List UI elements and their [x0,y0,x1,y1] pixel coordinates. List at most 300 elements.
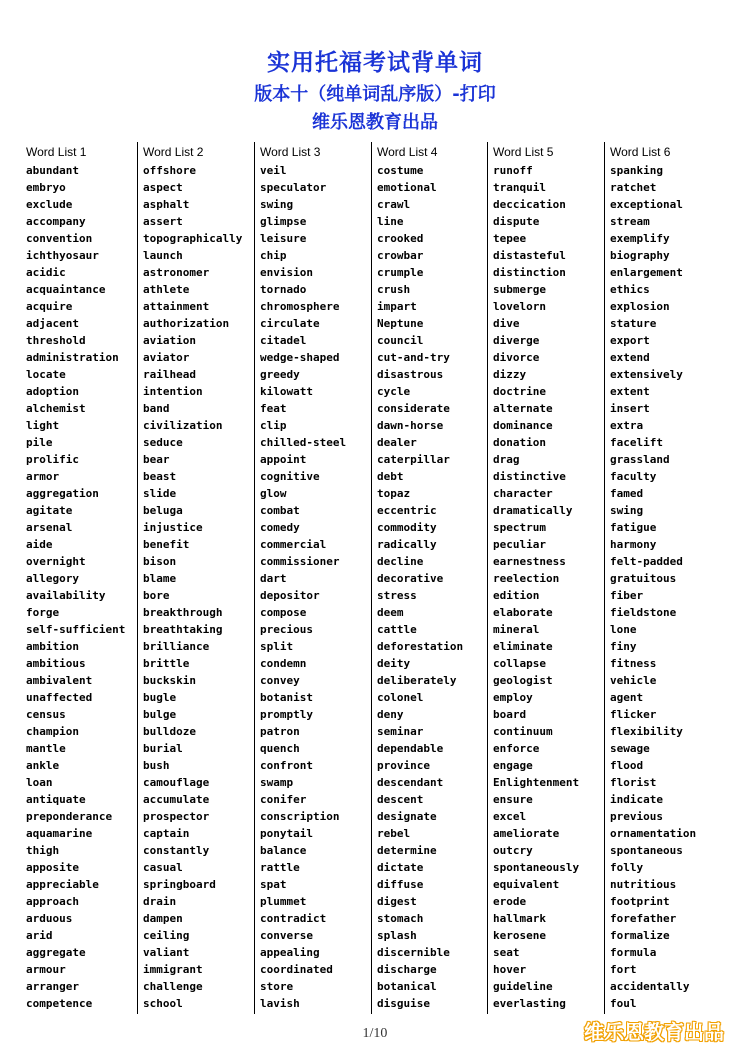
word-item: outcry [493,844,533,857]
word-item: plummet [260,895,307,908]
word-item: ratchet [610,181,657,194]
word-item: kerosene [493,929,546,942]
word-item: aspect [143,181,183,194]
word-list [143,162,242,1012]
word-item: rattle [260,861,300,874]
word-item: drag [493,453,520,466]
word-item: contradict [260,912,327,925]
word-item: civilization [143,419,223,432]
word-item: crooked [377,232,424,245]
word-item: dawn-horse [377,419,444,432]
word-item: confront [260,759,313,772]
word-item: appealing [260,946,320,959]
word-item: brilliance [143,640,210,653]
word-item: assert [143,215,183,228]
word-list [610,162,696,1012]
word-item: beluga [143,504,183,517]
word-item: enlargement [610,266,683,279]
page-subtitle: 版本十（纯单词乱序版）-打印 [254,84,496,105]
word-item: casual [143,861,183,874]
word-item: beast [143,470,177,483]
word-item: crush [377,283,411,296]
word-list-heading: Word List 6 [610,145,671,159]
word-item: drain [143,895,177,908]
word-item: collapse [493,657,546,670]
word-item: combat [260,504,300,517]
word-item: forge [26,606,60,619]
word-item: acquaintance [26,283,106,296]
word-item: census [26,708,66,721]
word-item: launch [143,249,183,262]
word-item: footprint [610,895,670,908]
word-item: distinction [493,266,566,279]
word-item: commissioner [260,555,340,568]
word-item: dizzy [493,368,527,381]
word-item: accompany [26,215,86,228]
word-item: swing [610,504,644,517]
word-item: guideline [493,980,553,993]
word-item: hallmark [493,912,546,925]
word-list-heading: Word List 5 [493,145,554,159]
word-item: ornamentation [610,827,697,840]
word-item: submerge [493,283,546,296]
word-item: wedge-shaped [260,351,340,364]
word-item: everlasting [493,997,566,1010]
word-item: champion [26,725,79,738]
word-item: slide [143,487,177,500]
word-item: appreciable [26,878,99,891]
word-item: botanical [377,980,437,993]
word-item: ameliorate [493,827,560,840]
word-item: diffuse [377,878,424,891]
word-item: engage [493,759,533,772]
word-item: board [493,708,527,721]
word-item: railhead [143,368,196,381]
word-item: donation [493,436,546,449]
word-item: aquamarine [26,827,93,840]
word-item: condemn [260,657,307,670]
word-item: previous [610,810,663,823]
word-item: promptly [260,708,313,721]
word-item: determine [377,844,437,857]
word-item: compose [260,606,307,619]
page-title: 实用托福考试背单词 [267,50,483,76]
word-item: seduce [143,436,183,449]
word-item: equivalent [493,878,560,891]
word-item: chromosphere [260,300,340,313]
word-item: offshore [143,164,196,177]
word-item: conifer [260,793,307,806]
word-item: employ [493,691,533,704]
word-item: patron [260,725,300,738]
word-item: glow [260,487,287,500]
word-item: insert [610,402,650,415]
word-item: veil [260,164,287,177]
word-item: preponderance [26,810,113,823]
word-item: prospector [143,810,210,823]
word-item: deccication [493,198,566,211]
word-item: seat [493,946,520,959]
word-item: asphalt [143,198,190,211]
word-item: lovelorn [493,300,546,313]
word-item: kilowatt [260,385,313,398]
word-item: distinctive [493,470,566,483]
word-item: arid [26,929,53,942]
word-item: dictate [377,861,424,874]
word-item: stature [610,317,657,330]
word-item: breathtaking [143,623,223,636]
word-item: bear [143,453,170,466]
word-list-column-5 [487,142,607,1014]
word-list-column-4 [371,142,491,1014]
word-item: costume [377,164,424,177]
word-item: agitate [26,504,73,517]
word-item: administration [26,351,119,364]
word-item: spontaneous [610,844,683,857]
word-item: formula [610,946,657,959]
word-item: descent [377,793,424,806]
word-item: ensure [493,793,533,806]
word-item: swamp [260,776,294,789]
word-item: accidentally [610,980,690,993]
word-item: ankle [26,759,60,772]
word-item: lone [610,623,637,636]
word-item: appoint [260,453,307,466]
word-item: Enlightenment [493,776,580,789]
word-item: clip [260,419,287,432]
word-item: topographically [143,232,243,245]
word-item: diverge [493,334,540,347]
word-item: astronomer [143,266,210,279]
word-item: prolific [26,453,79,466]
word-item: depositor [260,589,320,602]
word-item: peculiar [493,538,546,551]
word-item: springboard [143,878,216,891]
word-item: light [26,419,60,432]
word-list-column-1 [26,142,140,1014]
word-item: burial [143,742,183,755]
word-item: line [377,215,404,228]
word-item: enforce [493,742,540,755]
word-item: caterpillar [377,453,450,466]
word-item: Neptune [377,317,424,330]
word-item: formalize [610,929,670,942]
word-item: split [260,640,294,653]
word-item: ceiling [143,929,190,942]
word-item: self-sufficient [26,623,126,636]
word-item: spectrum [493,521,546,534]
word-item: convey [260,674,300,687]
word-item: breakthrough [143,606,223,619]
word-item: dart [260,572,287,585]
word-item: runoff [493,164,533,177]
word-item: florist [610,776,657,789]
word-item: aide [26,538,53,551]
word-item: bison [143,555,177,568]
word-item: arranger [26,980,79,993]
word-item: province [377,759,430,772]
word-item: harmony [610,538,657,551]
word-item: discernible [377,946,450,959]
word-item: comedy [260,521,300,534]
word-item: earnestness [493,555,566,568]
word-item: precious [260,623,313,636]
word-item: dependable [377,742,444,755]
word-item: benefit [143,538,190,551]
word-item: flood [610,759,644,772]
word-item: continuum [493,725,553,738]
word-item: bulldoze [143,725,196,738]
word-item: tornado [260,283,307,296]
word-item: school [143,997,183,1010]
word-item: valiant [143,946,190,959]
word-item: injustice [143,521,203,534]
word-item: agent [610,691,644,704]
word-item: cattle [377,623,417,636]
word-item: stomach [377,912,424,925]
word-item: availability [26,589,106,602]
word-item: dispute [493,215,540,228]
word-item: exemplify [610,232,670,245]
word-item: finy [610,640,637,653]
word-item: considerate [377,402,450,415]
word-item: ichthyosaur [26,249,99,262]
word-item: excel [493,810,527,823]
word-item: glimpse [260,215,307,228]
word-item: aviator [143,351,190,364]
word-item: exclude [26,198,73,211]
word-item: vehicle [610,674,657,687]
word-list-columns [0,142,750,1014]
word-item: discharge [377,963,437,976]
publisher-line: 维乐恩教育出品 [312,112,438,133]
word-item: tranquil [493,181,546,194]
word-item: biography [610,249,670,262]
word-item: descendant [377,776,444,789]
word-item: fatigue [610,521,657,534]
word-item: acidic [26,266,66,279]
watermark-logo: 维乐恩教育出品 [584,1020,724,1044]
word-item: deity [377,657,411,670]
word-item: nutritious [610,878,677,891]
word-list-heading: Word List 1 [26,145,87,159]
word-item: dampen [143,912,183,925]
word-item: dominance [493,419,553,432]
word-item: bore [143,589,170,602]
word-item: decline [377,555,424,568]
word-item: alternate [493,402,553,415]
word-item: fitness [610,657,657,670]
word-item: mineral [493,623,540,636]
word-item: dealer [377,436,417,449]
word-item: lavish [260,997,300,1010]
word-item: splash [377,929,417,942]
word-item: deem [377,606,404,619]
word-item: embryo [26,181,66,194]
word-item: leisure [260,232,307,245]
word-item: facelift [610,436,663,449]
word-item: citadel [260,334,307,347]
word-item: alchemist [26,402,86,415]
word-item: ponytail [260,827,313,840]
word-item: ethics [610,283,650,296]
word-item: swing [260,198,294,211]
word-item: thigh [26,844,60,857]
word-item: impart [377,300,417,313]
word-item: dramatically [493,504,573,517]
word-item: colonel [377,691,424,704]
word-item: allegory [26,572,79,585]
word-item: crowbar [377,249,424,262]
word-item: coordinated [260,963,333,976]
word-item: bush [143,759,170,772]
word-item: distasteful [493,249,566,262]
word-item: greedy [260,368,300,381]
word-list [377,162,463,1012]
word-item: dive [493,317,520,330]
word-item: brittle [143,657,190,670]
word-item: bugle [143,691,177,704]
word-item: doctrine [493,385,546,398]
word-item: athlete [143,283,190,296]
word-item: crumple [377,266,424,279]
word-item: topaz [377,487,411,500]
word-item: sewage [610,742,650,755]
word-item: erode [493,895,527,908]
word-item: emotional [377,181,437,194]
word-item: arduous [26,912,73,925]
word-item: explosion [610,300,670,313]
word-item: apposite [26,861,79,874]
word-item: felt-padded [610,555,683,568]
word-item: reelection [493,572,560,585]
word-item: store [260,980,294,993]
word-item: chip [260,249,287,262]
word-item: conscription [260,810,340,823]
word-item: authorization [143,317,230,330]
word-item: designate [377,810,437,823]
word-item: stress [377,589,417,602]
word-item: tepee [493,232,527,245]
word-item: extend [610,351,650,364]
word-list-heading: Word List 2 [143,145,204,159]
word-item: foul [610,997,637,1010]
word-item: immigrant [143,963,203,976]
word-item: digest [377,895,417,908]
word-item: cognitive [260,470,320,483]
word-item: extra [610,419,644,432]
word-item: folly [610,861,644,874]
word-item: cut-and-try [377,351,450,364]
word-item: edition [493,589,540,602]
word-item: flexibility [610,725,683,738]
word-item: ambitious [26,657,86,670]
word-item: speculator [260,181,327,194]
word-item: ambivalent [26,674,93,687]
word-item: challenge [143,980,203,993]
word-item: captain [143,827,190,840]
word-item: band [143,402,170,415]
word-item: convention [26,232,93,245]
word-item: adoption [26,385,79,398]
word-item: circulate [260,317,320,330]
word-item: balance [260,844,307,857]
word-item: accumulate [143,793,210,806]
word-item: botanist [260,691,313,704]
word-item: fieldstone [610,606,677,619]
word-item: abundant [26,164,79,177]
word-item: faculty [610,470,657,483]
word-item: threshold [26,334,86,347]
word-item: cycle [377,385,411,398]
word-item: spat [260,878,287,891]
word-item: commodity [377,521,437,534]
word-item: seminar [377,725,424,738]
word-item: converse [260,929,313,942]
word-item: constantly [143,844,210,857]
word-item: famed [610,487,644,500]
word-item: mantle [26,742,66,755]
word-item: deliberately [377,674,457,687]
word-item: fiber [610,589,644,602]
word-item: antiquate [26,793,86,806]
word-item: eccentric [377,504,437,517]
word-list-column-6 [604,142,724,1014]
word-item: hover [493,963,527,976]
word-item: acquire [26,300,73,313]
word-item: bulge [143,708,177,721]
word-item: chilled-steel [260,436,347,449]
word-list-column-2 [137,142,257,1014]
word-list [493,162,579,1012]
word-item: loan [26,776,53,789]
word-item: pile [26,436,53,449]
word-item: disastrous [377,368,444,381]
word-item: spanking [610,164,663,177]
word-item: geologist [493,674,553,687]
word-item: overnight [26,555,86,568]
word-list [260,162,346,1012]
word-item: debt [377,470,404,483]
page-number: 1/10 [362,1026,388,1041]
word-item: radically [377,538,437,551]
word-item: attainment [143,300,210,313]
word-item: envision [260,266,313,279]
word-item: export [610,334,650,347]
word-item: eliminate [493,640,553,653]
word-item: decorative [377,572,444,585]
word-item: flicker [610,708,657,721]
word-item: extent [610,385,650,398]
word-item: fort [610,963,637,976]
word-item: buckskin [143,674,196,687]
word-item: arsenal [26,521,73,534]
word-item: spontaneously [493,861,580,874]
word-item: adjacent [26,317,79,330]
word-item: commercial [260,538,327,551]
word-item: grassland [610,453,670,466]
word-item: deny [377,708,404,721]
word-item: council [377,334,424,347]
word-item: character [493,487,553,500]
word-item: unaffected [26,691,93,704]
word-item: crawl [377,198,411,211]
word-item: divorce [493,351,540,364]
word-item: blame [143,572,177,585]
word-item: feat [260,402,287,415]
word-item: forefather [610,912,677,925]
word-list-heading: Word List 3 [260,145,321,159]
